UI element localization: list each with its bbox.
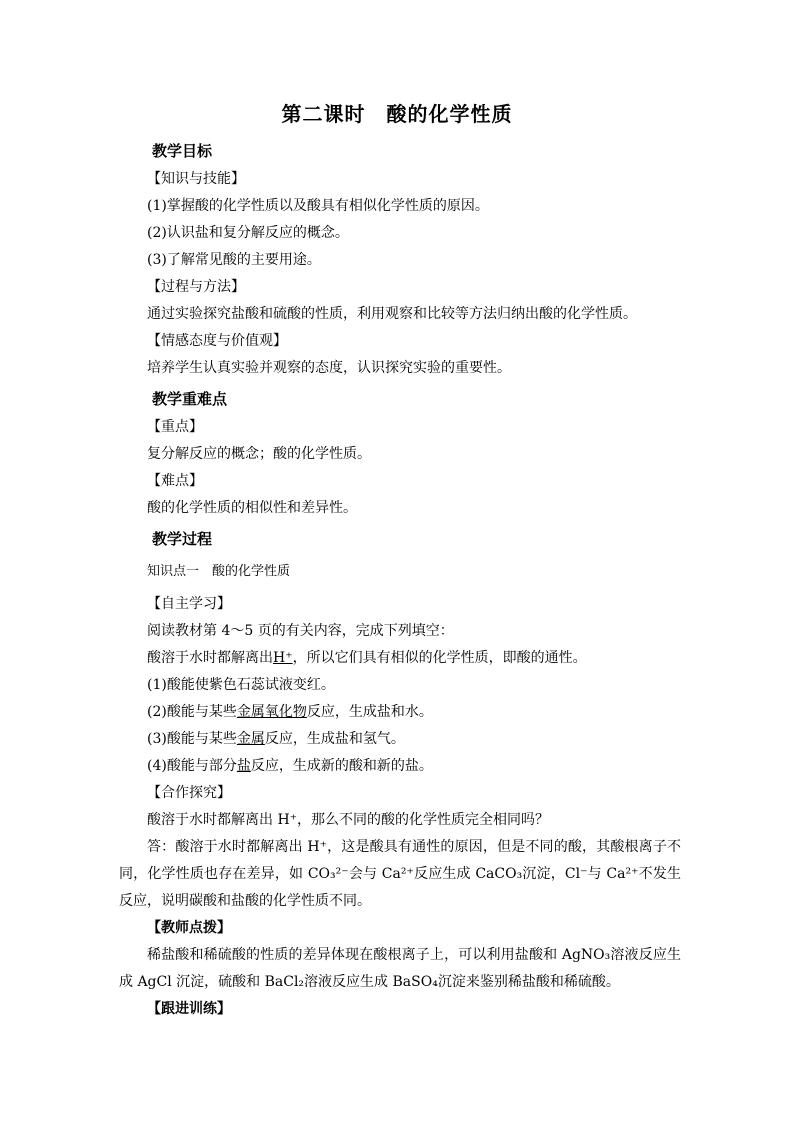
section-heading-objectives: 教学目标: [152, 142, 213, 160]
difficulty-text: 酸的化学性质的相似性和差异性。: [147, 500, 357, 516]
text: 反应，生成盐和水。: [306, 704, 433, 720]
objective-item: (3)了解常见酸的主要用途。: [147, 252, 321, 268]
subheading-teacher: 【教师点拨】: [147, 920, 231, 936]
cooperative-question: 酸溶于水时都解离出 H⁺，那么不同的酸的化学性质完全相同吗？: [147, 812, 550, 828]
subheading-knowledge: 【知识与技能】: [147, 171, 245, 187]
subheading-difficulty: 【难点】: [147, 473, 203, 489]
answer-blank: H⁺: [273, 650, 293, 666]
subheading-process: 【过程与方法】: [147, 279, 245, 295]
teacher-text: 稀盐酸和稀硫酸的性质的差异体现在酸根离子上，可以利用盐酸和 AgNO₃溶液反应生成 AgCl 沉淀，硫酸和 BaCl₂溶液反应生成 BaSO₄沉淀来鉴别稀盐酸和稀硫酸。: [119, 947, 681, 990]
section-heading-process: 教学过程: [152, 530, 213, 548]
text: 反应，生成新的酸和新的盐。: [250, 758, 433, 774]
text: 酸溶于水时都解离出: [147, 650, 273, 666]
knowledge-point-title: 知识点一 酸的化学性质: [147, 564, 291, 579]
process-text: 通过实验探究盐酸和硫酸的性质，利用观察和比较等方法归纳出酸的化学性质。: [147, 306, 637, 322]
page-title: 第二课时 酸的化学性质: [281, 102, 513, 126]
subheading-key: 【重点】: [147, 419, 203, 435]
subheading-self-study: 【自主学习】: [147, 596, 231, 612]
key-text: 复分解反应的概念；酸的化学性质。: [147, 446, 371, 462]
self-study-item: [147, 730, 687, 748]
objective-item: (1)掌握酸的化学性质以及酸具有相似化学性质的原因。: [147, 198, 489, 214]
answer-blank: 金属氧化物: [236, 704, 307, 720]
subheading-attitude: 【情感态度与价值观】: [147, 333, 287, 349]
subheading-cooperative: 【合作探究】: [147, 785, 231, 801]
text: 反应，生成盐和氢气。: [264, 731, 405, 747]
answer-blank: 金属: [236, 731, 265, 747]
self-study-item: [147, 757, 687, 775]
subheading-follow-up: 【跟进训练】: [147, 1001, 231, 1017]
objective-item: (2)认识盐和复分解反应的概念。: [147, 225, 349, 241]
attitude-text: 培养学生认真实验并观察的态度，认识探究实验的重要性。: [147, 360, 511, 376]
text: (4)酸能与部分: [147, 758, 237, 774]
text: (2)酸能与某些: [147, 704, 237, 720]
self-study-item: [147, 703, 687, 721]
text: ，所以它们具有相似的化学性质，即酸的通性。: [292, 650, 587, 666]
text: (3)酸能与某些: [147, 731, 237, 747]
answer-blank: 盐: [236, 758, 251, 774]
cooperative-answer: 答：酸溶于水时都解离出 H⁺，这是酸具有通性的原因，但是不同的酸，其酸根离子不同，化学性质也存在差异，如 CO₃²⁻会与 Ca²⁺反应生成 CaCO₃沉淀，Cl⁻与 Ca²⁺不发生反应，说明碳酸和盐酸的化学性质不同。: [119, 839, 681, 909]
section-heading-keypoints: 教学重难点: [152, 390, 228, 408]
self-study-intro: 阅读教材第 4～5 页的有关内容，完成下列填空：: [147, 623, 454, 639]
self-study-item: (1)酸能使紫色石蕊试液变红。: [147, 677, 335, 693]
self-study-line: [147, 649, 687, 667]
